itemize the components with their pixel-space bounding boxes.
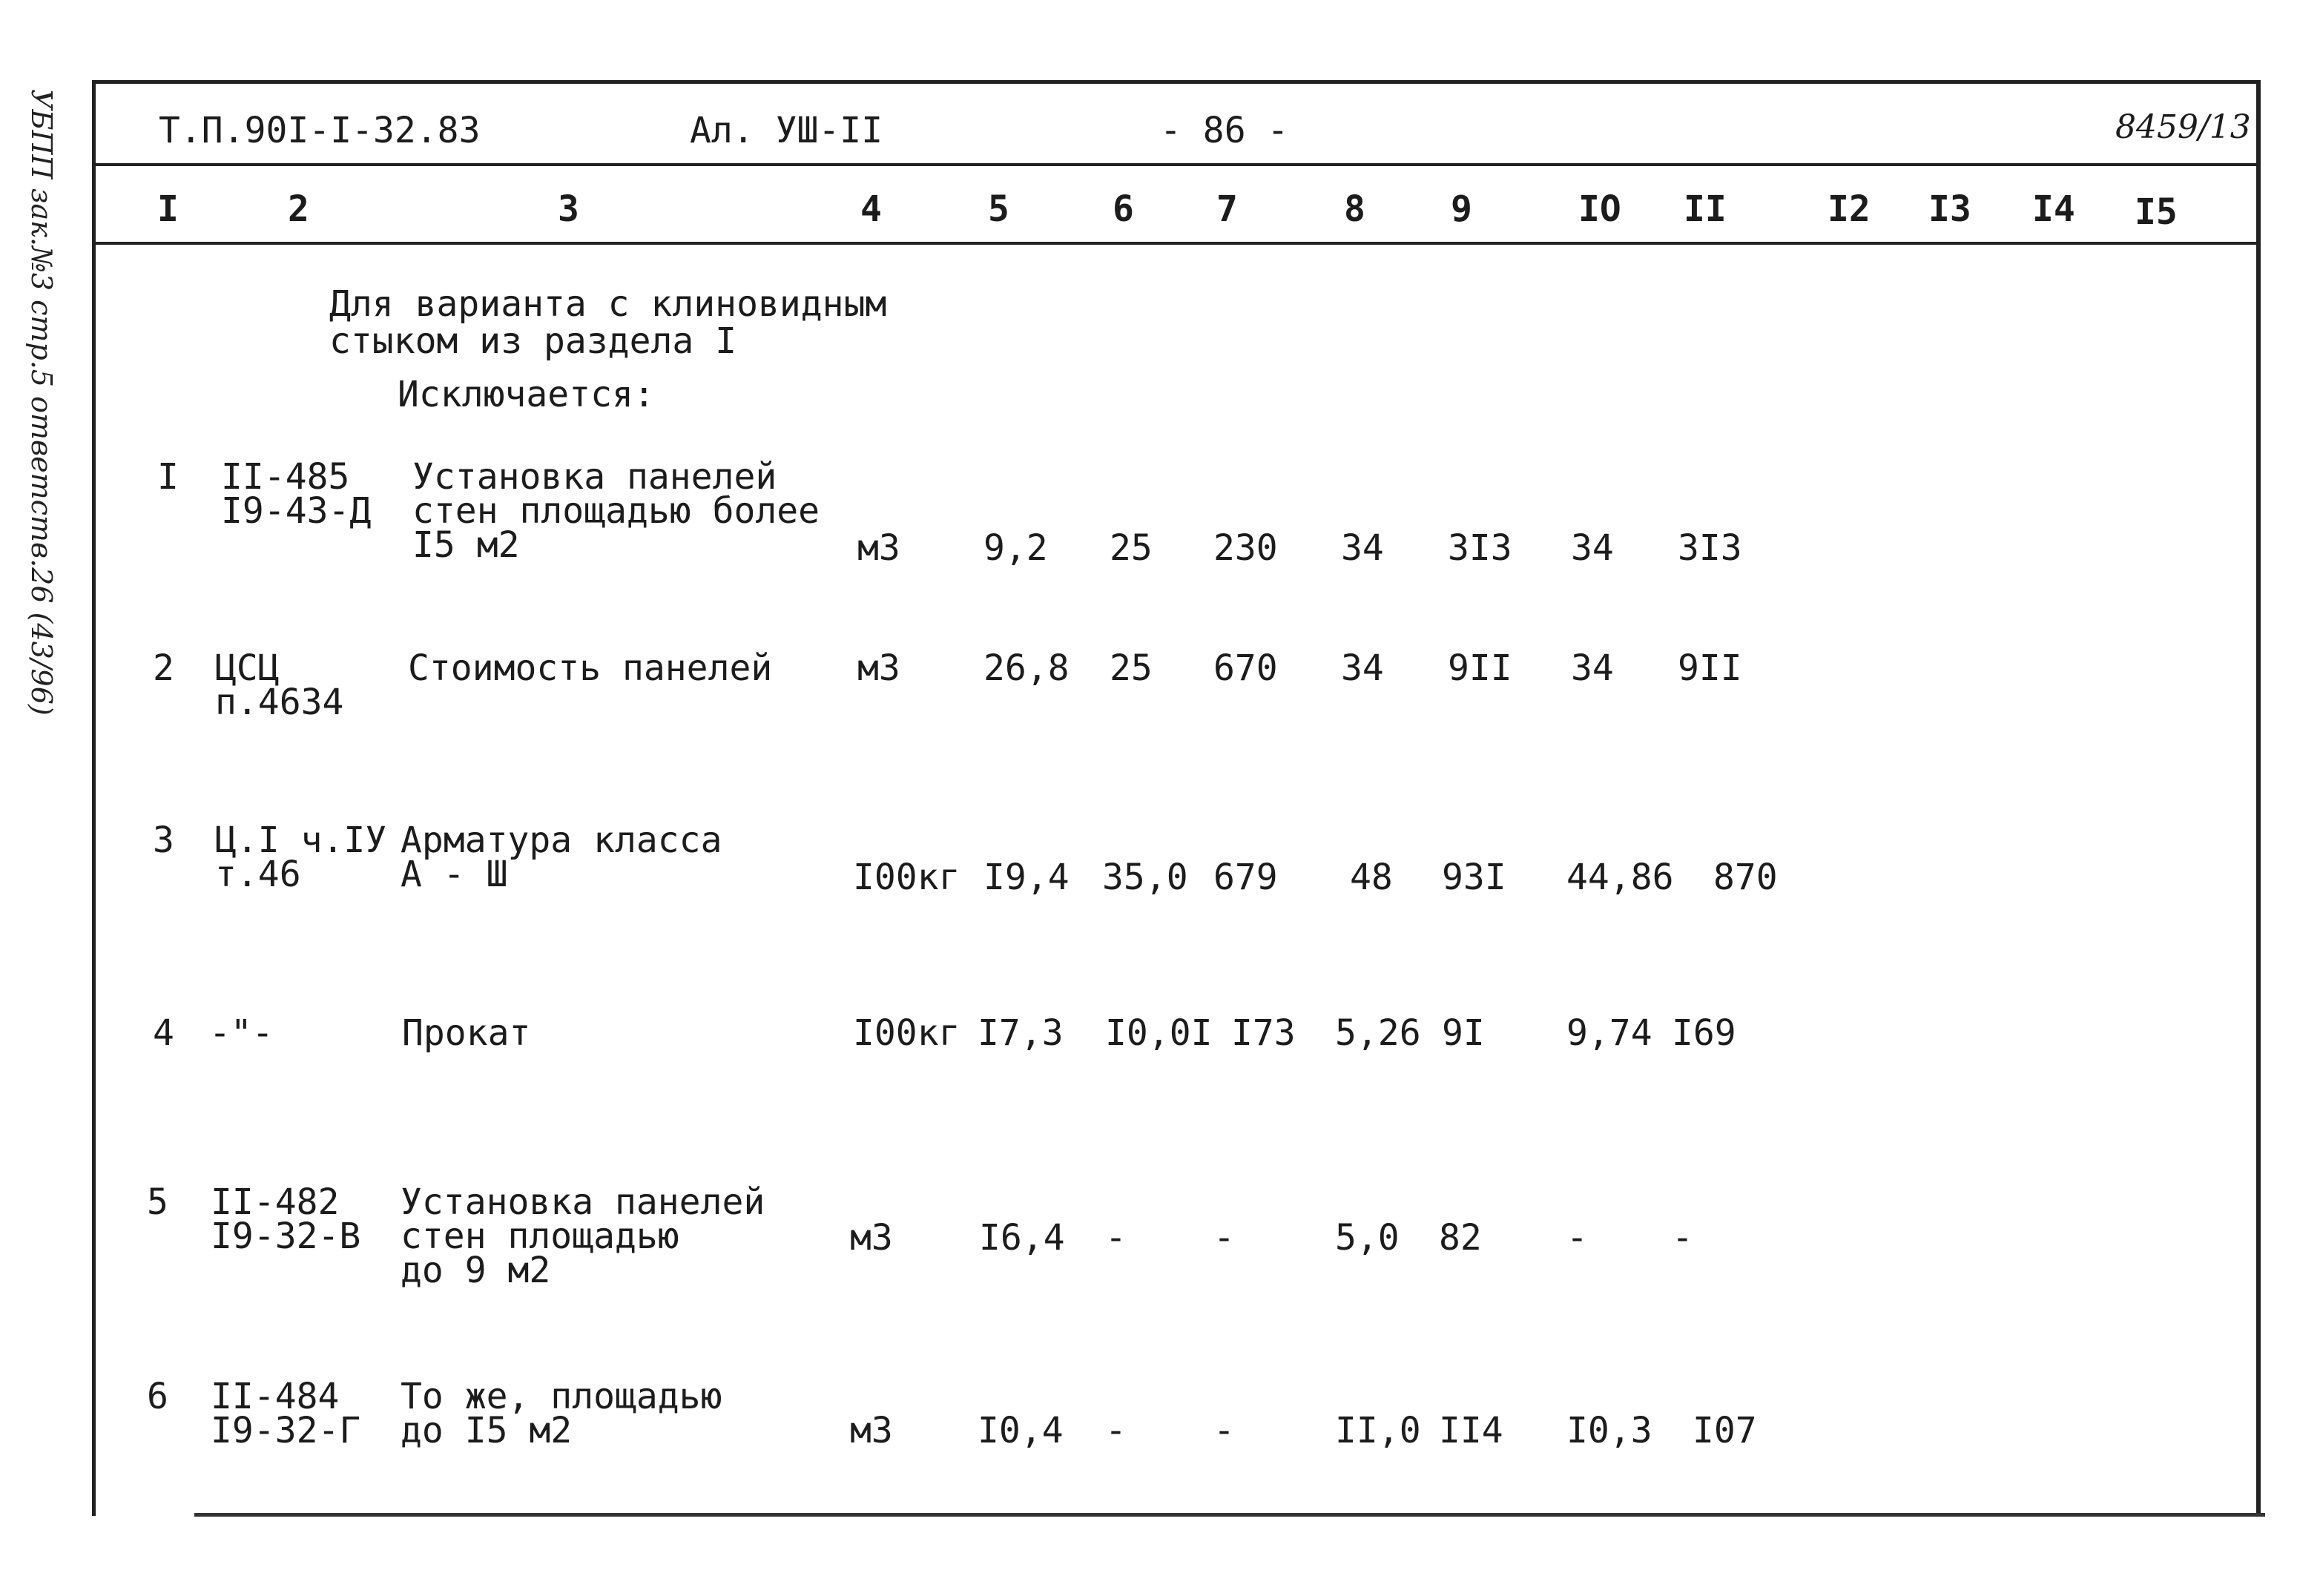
- section-subtitle: Исключается:: [398, 374, 655, 415]
- section-title-line1: Для варианта с клиновидным: [329, 283, 887, 325]
- norm-code: II-484 I9-32-Г: [211, 1376, 361, 1451]
- value-col11: 3I3: [1678, 527, 1742, 569]
- value-col7: -: [1213, 1410, 1235, 1451]
- bottom-line: [194, 1513, 2265, 1517]
- unit: I00кг: [853, 1012, 960, 1054]
- unit: м3: [857, 647, 900, 689]
- col-number-4: 4: [860, 188, 882, 230]
- row-number: 6: [147, 1376, 168, 1417]
- norm-code: II-482 I9-32-В: [211, 1181, 361, 1257]
- col-number-11: II: [1684, 188, 1727, 230]
- unit: I00кг: [853, 857, 960, 898]
- col-number-6: 6: [1113, 188, 1134, 230]
- col-number-1: I: [157, 188, 179, 230]
- page-number: - 86 -: [1160, 110, 1289, 151]
- value-col9: 9I: [1442, 1012, 1485, 1054]
- value-col10: 34: [1571, 647, 1614, 689]
- value-col6: 35,0: [1102, 857, 1188, 898]
- work-name: Прокат: [402, 1012, 531, 1054]
- value-col10: I0,3: [1566, 1410, 1652, 1451]
- value-col11: I69: [1672, 1012, 1736, 1054]
- value-col8: 34: [1341, 647, 1384, 689]
- norm-code: ЦСЦ п.4634: [215, 647, 344, 723]
- value-col8: 5,0: [1335, 1217, 1400, 1259]
- col-number-13: I3: [1928, 188, 1971, 230]
- row-number: I: [157, 456, 179, 498]
- quantity: I0,4: [978, 1410, 1064, 1451]
- value-col6: 25: [1110, 647, 1153, 689]
- value-col10: 34: [1571, 527, 1614, 569]
- quantity: 9,2: [983, 527, 1048, 569]
- work-name: Арматура класса А - Ш: [401, 820, 722, 895]
- value-col10: -: [1566, 1217, 1588, 1259]
- column-numbers-divider: [92, 242, 2261, 245]
- margin-stamp-text: УБПП зак.№3 стр.5 ответств.26 (43/96): [25, 89, 58, 716]
- col-number-14: I4: [2032, 188, 2075, 230]
- value-col9: 82: [1439, 1217, 1482, 1259]
- inventory-number: 8459/13: [2115, 108, 2251, 146]
- value-col6: -: [1105, 1217, 1127, 1259]
- col-number-7: 7: [1216, 188, 1238, 230]
- value-col11: I07: [1693, 1410, 1757, 1451]
- value-col9: 9II: [1448, 647, 1512, 689]
- norm-code: II-485 I9-43-Д: [221, 456, 372, 532]
- value-col8: II,0: [1335, 1410, 1421, 1451]
- row-number: 2: [153, 647, 174, 689]
- norm-code: Ц.I ч.IУ т.46: [215, 820, 387, 895]
- value-col8: 5,26: [1335, 1012, 1421, 1054]
- value-col9: 3I3: [1448, 527, 1512, 569]
- quantity: I7,3: [978, 1012, 1064, 1054]
- col-number-2: 2: [288, 188, 309, 230]
- row-number: 5: [147, 1181, 168, 1223]
- col-number-3: 3: [558, 188, 579, 230]
- value-col6: I0,0I: [1105, 1012, 1213, 1054]
- value-col10: 44,86: [1566, 857, 1674, 898]
- value-col7: 670: [1213, 647, 1278, 689]
- col-number-12: I2: [1828, 188, 1871, 230]
- work-name: То же, площадью до I5 м2: [401, 1376, 722, 1451]
- value-col11: 9II: [1678, 647, 1742, 689]
- doc-code: Т.П.90I-I-32.83: [159, 110, 481, 151]
- col-number-10: IO: [1578, 188, 1621, 230]
- margin-stamp: [6, 89, 65, 716]
- work-name: Стоимость панелей: [408, 647, 773, 689]
- unit: м3: [850, 1217, 893, 1259]
- unit: м3: [857, 527, 900, 569]
- value-col9: II4: [1439, 1410, 1503, 1451]
- col-number-8: 8: [1344, 188, 1365, 230]
- section-title-line2: стыком из раздела I: [329, 320, 737, 362]
- row-number: 3: [153, 820, 174, 861]
- col-number-9: 9: [1451, 188, 1472, 230]
- quantity: I9,4: [983, 857, 1070, 898]
- value-col8: 48: [1350, 857, 1393, 898]
- value-col6: 25: [1110, 527, 1153, 569]
- unit: м3: [850, 1410, 893, 1451]
- header-divider: [92, 163, 2261, 166]
- work-name: Установка панелей стен площадью более I5 м2: [412, 456, 820, 566]
- col-number-15: I5: [2135, 191, 2178, 233]
- quantity: 26,8: [983, 647, 1070, 689]
- value-col7: I73: [1231, 1012, 1296, 1054]
- album-label: Ал. УШ-II: [690, 110, 883, 151]
- value-col11: 870: [1713, 857, 1778, 898]
- col-number-5: 5: [988, 188, 1009, 230]
- value-col10: 9,74: [1566, 1012, 1652, 1054]
- quantity: I6,4: [979, 1217, 1065, 1259]
- row-number: 4: [153, 1012, 174, 1054]
- value-col7: 230: [1213, 527, 1278, 569]
- value-col6: -: [1105, 1410, 1127, 1451]
- work-name: Установка панелей стен площадью до 9 м2: [401, 1181, 765, 1291]
- value-col7: 679: [1213, 857, 1278, 898]
- value-col11: -: [1672, 1217, 1693, 1259]
- value-col8: 34: [1341, 527, 1384, 569]
- value-col7: -: [1213, 1217, 1235, 1259]
- value-col9: 93I: [1442, 857, 1506, 898]
- norm-code: -"-: [209, 1012, 274, 1054]
